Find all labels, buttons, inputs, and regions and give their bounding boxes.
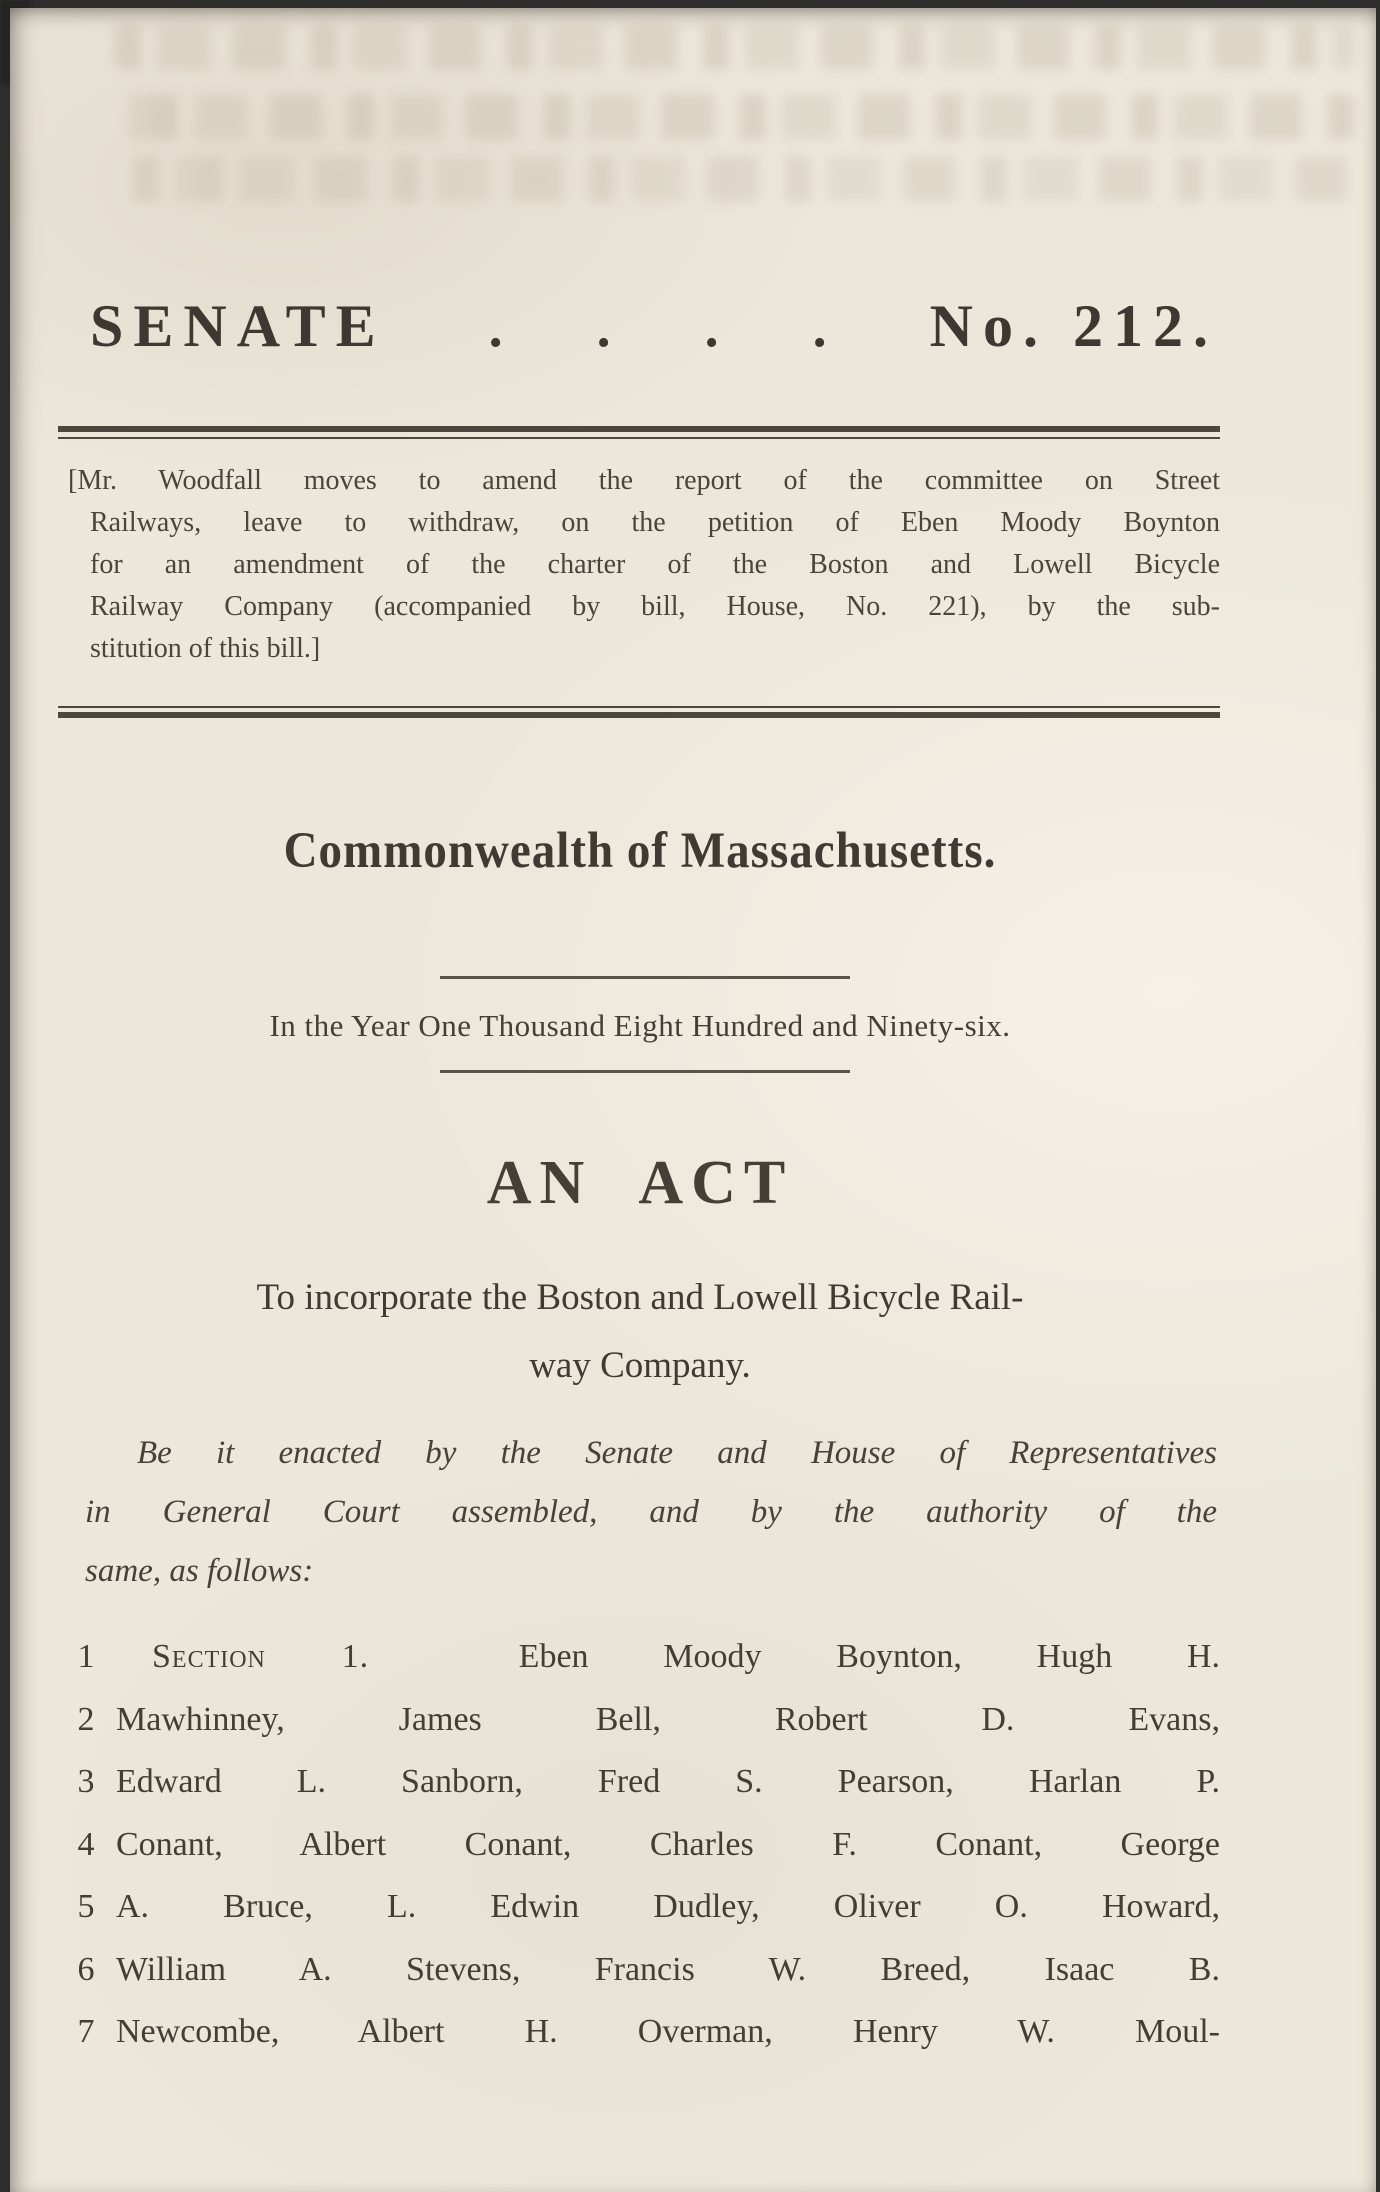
bleed-through-text bbox=[115, 156, 1355, 202]
bleed-through-text bbox=[115, 24, 1355, 70]
section-line bbox=[70, 1626, 1220, 1689]
line-text: Newcombe, Albert H. Overman, Henry W. Moul- bbox=[116, 2013, 1220, 2050]
enacting-line: Be it enacted by the Senate and House of Representatives bbox=[137, 1435, 1217, 1471]
line-text: Mawhinney, James Bell, Robert D. Evans, bbox=[116, 1700, 1220, 1738]
line-number: 4 bbox=[77, 1825, 95, 1863]
enacting-line: same, as follows: bbox=[85, 1553, 314, 1589]
double-rule-bottom bbox=[58, 706, 1220, 718]
line-number: 2 bbox=[77, 1700, 95, 1738]
line-text bbox=[116, 1626, 1220, 1689]
line-number: 6 bbox=[77, 1950, 95, 1988]
motion-note bbox=[68, 460, 1220, 670]
enacting-clause bbox=[85, 1424, 1217, 1601]
line-number: 7 bbox=[77, 2013, 95, 2050]
motion-note-line: stitution of this bill.] bbox=[90, 633, 321, 664]
line-text: Conant, Albert Conant, Charles F. Conant, George bbox=[116, 1825, 1220, 1863]
section-line bbox=[70, 1814, 1220, 1877]
divider-rule bbox=[440, 1070, 850, 1073]
motion-note-line: for an amendment of the charter of the Boston and Lowell Bicycle bbox=[90, 549, 1220, 580]
document-page bbox=[10, 8, 1376, 2192]
line-text: Edward L. Sanborn, Fred S. Pearson, Harlan P. bbox=[116, 1763, 1220, 1800]
document-number: No. 212. bbox=[929, 293, 1218, 359]
enacting-line: in General Court assembled, and by the authority of the bbox=[85, 1494, 1217, 1530]
motion-note-line: Railways, leave to withdraw, on the petition of Eben Moody Boynton bbox=[90, 507, 1220, 538]
section-line bbox=[70, 1751, 1220, 1814]
motion-note-line: Railway Company (accompanied by bill, House, No. 221), by the sub- bbox=[90, 591, 1220, 622]
year-line: In the Year One Thousand Eight Hundred and Ninety-six. bbox=[269, 1008, 1011, 1043]
act-title bbox=[60, 1264, 1220, 1400]
section-line bbox=[70, 1939, 1220, 2002]
bleed-through-text bbox=[115, 94, 1355, 140]
section-label: Section 1. bbox=[152, 1638, 370, 1675]
line-number: 3 bbox=[77, 1763, 95, 1800]
commonwealth-heading: Commonwealth of Massachusetts. bbox=[283, 822, 997, 880]
line-number: 1 bbox=[77, 1638, 95, 1675]
header-dots: . . . . bbox=[488, 297, 827, 359]
section-line bbox=[70, 1876, 1220, 1939]
section-line bbox=[70, 2001, 1220, 2064]
line-number: 5 bbox=[77, 1888, 95, 1925]
line-text-rest: Eben Moody Boynton, Hugh H. bbox=[518, 1638, 1221, 1675]
line-text: A. Bruce, L. Edwin Dudley, Oliver O. Howard, bbox=[116, 1888, 1220, 1925]
motion-note-line: [Mr. Woodfall moves to amend the report of the committee on Street bbox=[68, 465, 1220, 496]
double-rule-top bbox=[58, 426, 1220, 439]
document-header bbox=[90, 292, 1218, 361]
line-text: William A. Stevens, Francis W. Breed, Isaac B. bbox=[116, 1950, 1220, 1988]
act-title-line: way Company. bbox=[529, 1345, 751, 1386]
chamber-title: SENATE bbox=[90, 293, 386, 359]
section-line bbox=[70, 1689, 1220, 1752]
section-body bbox=[70, 1626, 1220, 2064]
divider-rule bbox=[440, 976, 850, 979]
act-title-line: To incorporate the Boston and Lowell Bicycle Rail- bbox=[256, 1277, 1024, 1318]
act-heading: AN ACT bbox=[486, 1149, 794, 1217]
